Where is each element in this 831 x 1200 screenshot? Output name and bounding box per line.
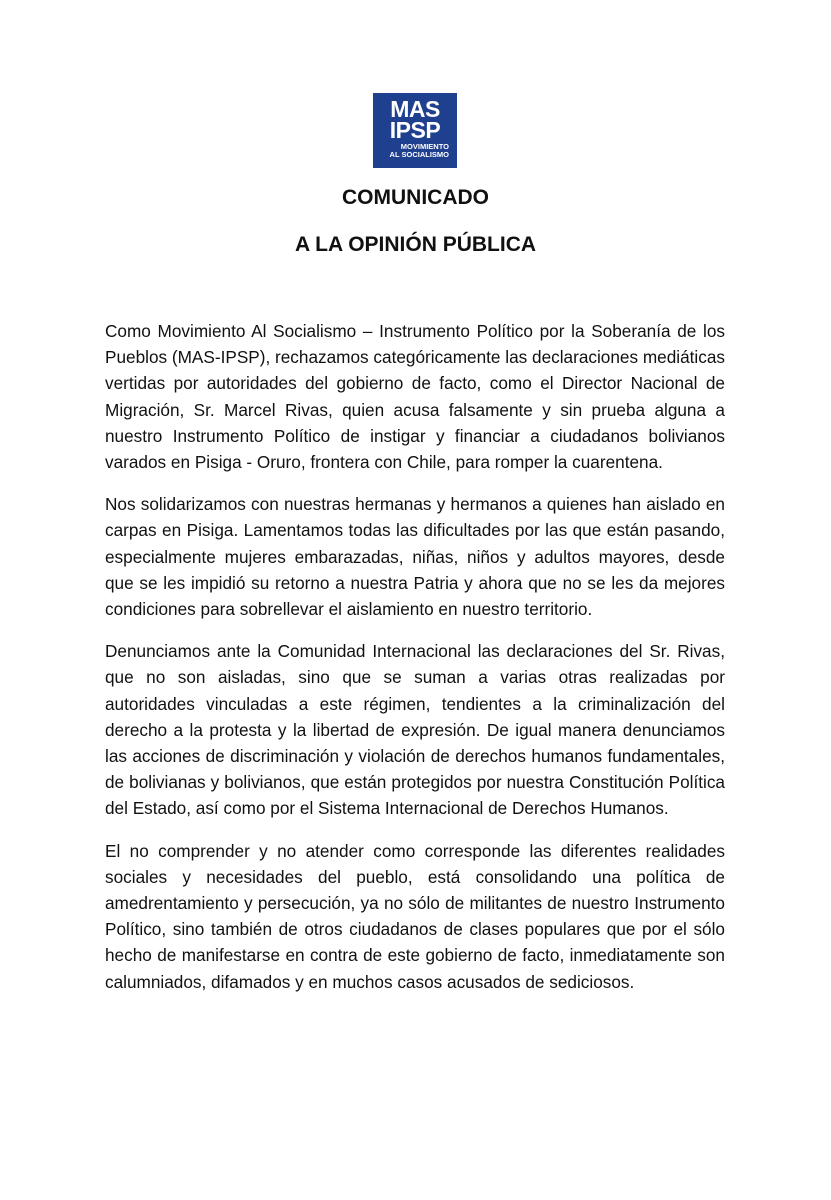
page-subtitle: A LA OPINIÓN PÚBLICA <box>294 233 537 256</box>
paragraph-3: Denunciamos ante la Comunidad Internacional las declaraciones del Sr. Rivas, que no son aisladas, sino que se suman a varias otras realizadas por autoridades vinculadas a este régimen, tendientes a la criminalización del derecho a la protesta y la libertad de expresión. De igual manera denunciamos las acciones de discriminación y violación de derechos humanos fundamentales, de bolivianas y bolivianos, que están protegidos por nuestra Constitución Política del Estado, así como por el Sistema Internacional de Derechos Humanos. <box>105 641 725 819</box>
paragraph-1: Como Movimiento Al Socialismo – Instrumento Político por la Soberanía de los Pueblos (MAS-IPSP), rechazamos categóricamente las declaraciones mediáticas vertidas por autoridades del gobierno de facto, como el Director Nacional de Migración, Sr. Marcel Rivas, quien acusa falsamente y sin prueba alguna a nuestro Instrumento Político de instigar y financiar a ciudadanos bolivianos varados en Pisiga - Oruro, frontera con Chile, para romper la cuarentena. <box>105 321 725 473</box>
logo-line-mas: MAS <box>390 96 440 122</box>
mas-ipsp-logo <box>373 93 457 168</box>
document-body <box>105 318 725 1011</box>
logo-line-ipsp: IPSP <box>389 117 441 143</box>
logo-line-al-socialismo: AL SOCIALISMO <box>389 150 449 159</box>
logo-line-movimiento: MOVIMIENTO <box>400 142 449 151</box>
paragraph-2: Nos solidarizamos con nuestras hermanas y hermanos a quienes han aislado en carpas en Pisiga. Lamentamos todas las dificultades por las que están pasando, especialmente mujeres embarazadas, niñas, niños y adultos mayores, desde que se les impidió su retorno a nuestra Patria y ahora que no se les da mejores condiciones para sobrellevar el aislamiento en nuestro territorio. <box>105 494 725 620</box>
page-title: COMUNICADO <box>342 186 489 209</box>
paragraph-4: El no comprender y no atender como corresponde las diferentes realidades sociales y necesidades del pueblo, está consolidando una política de amedrentamiento y persecución, ya no sólo de militantes de nuestro Instrumento Político, sino también de otros ciudadanos de clases populares que por el sólo hecho de manifestarse en contra de este gobierno de facto, inmediatamente son calumniados, difamados y en muchos casos acusados de sediciosos. <box>105 840 725 992</box>
